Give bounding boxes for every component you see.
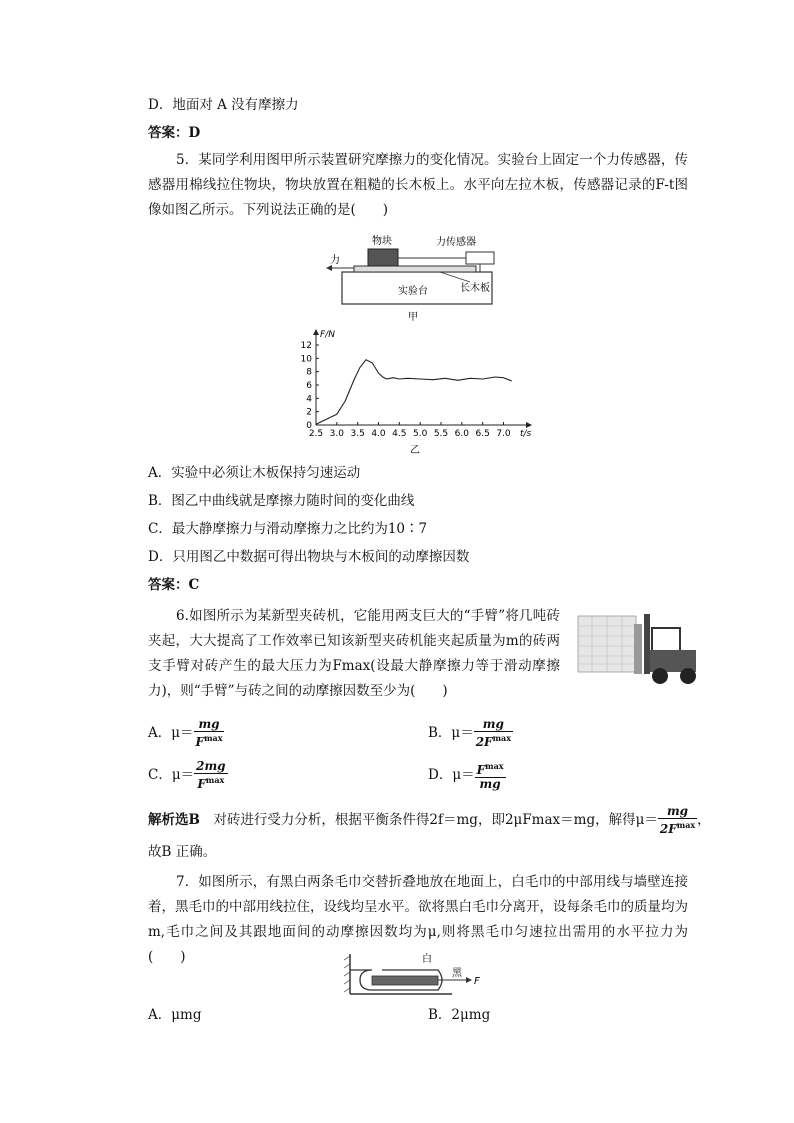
label-sensor: 力传感器 bbox=[436, 237, 476, 248]
x-tick-label: 5.0 bbox=[413, 429, 428, 439]
caption-jia: 甲 bbox=[408, 312, 418, 323]
q6-conclusion: 故B 正确。 bbox=[148, 844, 217, 860]
q5-answer: 答案：C bbox=[148, 577, 200, 593]
x-tick-label: 4.5 bbox=[392, 429, 407, 439]
x-axis-arrow bbox=[526, 422, 532, 428]
chart-caption: 乙 bbox=[410, 445, 420, 456]
q6-option-d: D．μ＝ $\frac{F^{max}}{mg}$ bbox=[428, 761, 504, 791]
figure-jia-apparatus bbox=[320, 232, 500, 324]
label-table: 实验台 bbox=[398, 286, 428, 297]
q4-answer: 答案：D bbox=[148, 125, 201, 141]
label-force: 力 bbox=[330, 255, 340, 266]
q6-stem: 6.如图所示为某新型夹砖机，它能用两支巨大的“手臂”将几吨砖夹起，大大提高了工作效率已知该新型夹砖机能夹起质量为m的砖两支手臂对砖产生的最大压力为Fmax(设最大静摩擦力等于滑动摩擦力)，则“手臂”与砖之间的动摩擦因数至少为( ) bbox=[148, 608, 560, 699]
y-tick-label: 12 bbox=[300, 341, 312, 351]
force-sensor bbox=[466, 252, 494, 264]
q7-option-a: A．μmg bbox=[148, 1007, 202, 1023]
q5-option-c: C．最大静摩擦力与滑动摩擦力之比约为10∶7 bbox=[148, 521, 428, 537]
y-tick-label: 8 bbox=[306, 367, 312, 378]
front-wheel bbox=[652, 668, 668, 684]
clamp-arm bbox=[634, 624, 642, 674]
q6-analysis: 解析选B 对砖进行受力分析，根据平衡条件得2f＝mg，即2μFmax＝mg，解得μ＝ $\frac{mg}{2F^{max}}$ ， bbox=[148, 804, 711, 836]
label-block: 物块 bbox=[372, 236, 392, 247]
q7-stem: 7．如图所示，有黑白两条毛巾交替折叠地放在地面上，白毛巾的中部用线与墙壁连接着，黑毛巾的中部用线拉住，设线均呈水平。欲将黑白毛巾分离开，设每条毛巾的质量均为m,毛巾之间及其跟地面间的动摩擦因数均为μ,则将黑毛巾匀速拉出需用的水平拉力为( ) bbox=[148, 874, 688, 965]
x-tick-label: 4.0 bbox=[371, 429, 386, 439]
mast bbox=[644, 614, 650, 674]
x-tick-label: 7.0 bbox=[496, 429, 511, 439]
rear-wheel bbox=[680, 668, 696, 684]
pull-arrowhead bbox=[466, 977, 472, 983]
q4-option-d: D．地面对 A 没有摩擦力 bbox=[148, 97, 299, 113]
label-black: 黑 bbox=[452, 968, 462, 979]
towel-figure bbox=[342, 948, 492, 1000]
label-board: 长木板 bbox=[460, 283, 490, 294]
cab-frame bbox=[652, 628, 680, 652]
long-board bbox=[354, 266, 476, 272]
x-tick-label: 3.5 bbox=[350, 429, 365, 439]
q6-option-a: A．μ＝ $\frac{mg}{F^{max}}$ bbox=[148, 717, 223, 749]
y-tick-label: 0 bbox=[306, 421, 312, 431]
q5-stem: 5．某同学利用图甲所示装置研究摩擦力的变化情况。实验台上固定一个力传感器，传感器用棉线拉住物块，物块放置在粗糙的长木板上。水平向左拉木板，传感器记录的F-t图像如图乙所示。下列说法正确的是( ) bbox=[148, 152, 688, 218]
brick-clamp-forklift-photo bbox=[572, 606, 702, 688]
x-tick-label: 5.5 bbox=[433, 429, 449, 439]
block bbox=[368, 249, 398, 266]
x-axis-label: t/s bbox=[520, 429, 532, 439]
x-tick-label: 6.5 bbox=[475, 429, 490, 439]
q5-option-d: D．只用图乙中数据可得出物块与木板间的动摩擦因数 bbox=[148, 549, 470, 565]
y-tick-label: 2 bbox=[306, 407, 312, 418]
black-towel bbox=[372, 976, 438, 985]
q5-option-b: B．图乙中曲线就是摩擦力随时间的变化曲线 bbox=[148, 493, 415, 509]
figure-yi-ft-chart bbox=[280, 325, 540, 457]
q6-option-b: B．μ＝ $\frac{mg}{2F^{max}}$ bbox=[428, 717, 511, 749]
q6-option-c: C．μ＝ $\frac{2mg}{F^{max}}$ bbox=[148, 759, 226, 791]
series-line-F bbox=[316, 360, 512, 425]
y-axis-label: F/N bbox=[320, 330, 335, 340]
x-tick-label: 2.5 bbox=[308, 429, 324, 439]
y-tick-label: 4 bbox=[306, 394, 312, 405]
q5-option-a: A．实验中必须让木板保持匀速运动 bbox=[148, 465, 361, 481]
q7-option-b: B．2μmg bbox=[428, 1007, 491, 1023]
label-force-f: F bbox=[474, 976, 480, 987]
label-white: 白 bbox=[422, 954, 432, 965]
y-tick-label: 6 bbox=[306, 381, 312, 391]
y-axis-arrow bbox=[313, 329, 319, 335]
y-tick-label: 10 bbox=[300, 354, 312, 365]
x-tick-label: 3.0 bbox=[329, 429, 344, 439]
x-tick-label: 6.0 bbox=[454, 429, 469, 439]
